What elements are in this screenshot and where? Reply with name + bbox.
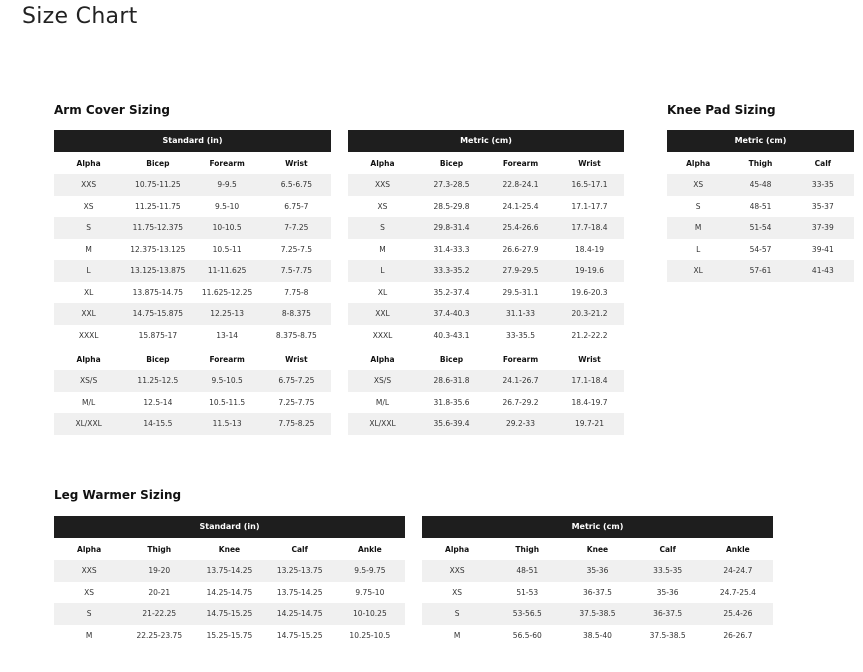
table-row bbox=[422, 603, 773, 625]
table-row bbox=[348, 282, 624, 304]
table-row bbox=[348, 196, 624, 218]
table-cell: XL bbox=[348, 282, 417, 304]
table-cell: 35-37 bbox=[792, 196, 854, 218]
arm-metric-table bbox=[348, 130, 624, 435]
table-row bbox=[348, 260, 624, 282]
table-cell: 6.5-6.75 bbox=[262, 174, 331, 196]
table-cell: 10-10.25 bbox=[335, 603, 405, 625]
column-header-row bbox=[54, 152, 331, 174]
table-cell: M bbox=[422, 625, 492, 647]
table-cell: 25.4-26.6 bbox=[486, 217, 555, 239]
table-cell: 12.25-13 bbox=[193, 303, 262, 325]
table-cell: 29.5-31.1 bbox=[486, 282, 555, 304]
arm-standard-grid bbox=[54, 152, 331, 346]
leg-standard-header: Standard (in) bbox=[54, 516, 405, 538]
table-row bbox=[54, 392, 331, 414]
column-header: Bicep bbox=[439, 354, 464, 364]
table-cell: S bbox=[667, 196, 729, 218]
arm-standard-table bbox=[54, 130, 331, 435]
column-header: Wrist bbox=[285, 354, 308, 364]
table-cell: 48-51 bbox=[729, 196, 791, 218]
column-header: Wrist bbox=[578, 354, 601, 364]
table-cell: 10.5-11 bbox=[193, 239, 262, 261]
table-cell: 51-54 bbox=[729, 217, 791, 239]
column-header: Bicep bbox=[439, 158, 464, 168]
table-cell: 9.5-9.75 bbox=[335, 560, 405, 582]
table-cell: 28.6-31.8 bbox=[417, 370, 486, 392]
table-cell: M bbox=[348, 239, 417, 261]
table-cell: L bbox=[667, 239, 729, 261]
table-cell: 15.875-17 bbox=[123, 325, 192, 347]
table-cell: 18.4-19.7 bbox=[555, 392, 624, 414]
table-row bbox=[54, 560, 405, 582]
table-cell: 14.75-15.875 bbox=[123, 303, 192, 325]
table-cell: S bbox=[422, 603, 492, 625]
table-cell: 26.6-27.9 bbox=[486, 239, 555, 261]
table-cell: 14.75-15.25 bbox=[265, 625, 335, 647]
table-cell: XS bbox=[667, 174, 729, 196]
table-cell: 7.25-7.75 bbox=[262, 392, 331, 414]
table-cell: 18.4-19 bbox=[555, 239, 624, 261]
table-cell: XXS bbox=[54, 560, 124, 582]
column-header: Knee bbox=[218, 544, 241, 554]
table-cell: 21-22.25 bbox=[124, 603, 194, 625]
column-header: Calf bbox=[814, 158, 832, 168]
table-cell: 37.5-38.5 bbox=[633, 625, 703, 647]
table-cell: 12.5-14 bbox=[123, 392, 192, 414]
table-cell: 57-61 bbox=[729, 260, 791, 282]
table-cell: XS/S bbox=[54, 370, 123, 392]
table-cell: 27.3-28.5 bbox=[417, 174, 486, 196]
table-row bbox=[667, 174, 854, 196]
table-row bbox=[348, 217, 624, 239]
column-header: Bicep bbox=[146, 158, 170, 168]
table-cell: 7-7.25 bbox=[262, 217, 331, 239]
table-cell: 17.1-17.7 bbox=[555, 196, 624, 218]
table-cell: 37-39 bbox=[792, 217, 854, 239]
table-row bbox=[54, 413, 331, 435]
table-row bbox=[54, 260, 331, 282]
table-cell: XL bbox=[54, 282, 123, 304]
table-row bbox=[348, 413, 624, 435]
table-cell: 54-57 bbox=[729, 239, 791, 261]
column-header: Wrist bbox=[578, 158, 601, 168]
table-cell: 10-10.5 bbox=[193, 217, 262, 239]
table-cell: 56.5-60 bbox=[492, 625, 562, 647]
table-row bbox=[54, 325, 331, 347]
table-cell: XL/XXL bbox=[348, 413, 417, 435]
table-cell: 7.75-8.25 bbox=[262, 413, 331, 435]
table-cell: 31.1-33 bbox=[486, 303, 555, 325]
column-header: Alpha bbox=[445, 544, 470, 554]
table-cell: 25.4-26 bbox=[703, 603, 773, 625]
table-cell: 24-24.7 bbox=[703, 560, 773, 582]
table-cell: 29.2-33 bbox=[486, 413, 555, 435]
table-cell: 36-37.5 bbox=[562, 582, 632, 604]
table-row bbox=[348, 325, 624, 347]
table-cell: 35.6-39.4 bbox=[417, 413, 486, 435]
table-cell: XS bbox=[54, 582, 124, 604]
table-cell: 24.1-25.4 bbox=[486, 196, 555, 218]
table-cell: XS bbox=[348, 196, 417, 218]
column-header: Thigh bbox=[147, 544, 172, 554]
table-cell: 24.1-26.7 bbox=[486, 370, 555, 392]
table-cell: 8-8.375 bbox=[262, 303, 331, 325]
table-row bbox=[348, 174, 624, 196]
table-row bbox=[422, 625, 773, 647]
table-cell: 8.375-8.75 bbox=[262, 325, 331, 347]
table-cell: 19.6-20.3 bbox=[555, 282, 624, 304]
table-cell: 11.5-13 bbox=[193, 413, 262, 435]
table-cell: 20-21 bbox=[124, 582, 194, 604]
table-cell: 41-43 bbox=[792, 260, 854, 282]
table-cell: 19-20 bbox=[124, 560, 194, 582]
table-row bbox=[348, 239, 624, 261]
leg-standard-grid bbox=[54, 538, 405, 646]
table-cell: 39-41 bbox=[792, 239, 854, 261]
table-cell: M bbox=[54, 625, 124, 647]
table-cell: 7.25-7.5 bbox=[262, 239, 331, 261]
table-cell: 11.25-12.5 bbox=[123, 370, 192, 392]
table-cell: 11-11.625 bbox=[193, 260, 262, 282]
table-row bbox=[422, 560, 773, 582]
table-cell: 13.25-13.75 bbox=[265, 560, 335, 582]
table-cell: 31.4-33.3 bbox=[417, 239, 486, 261]
arm-metric-header: Metric (cm) bbox=[348, 130, 624, 152]
table-cell: 10.25-10.5 bbox=[335, 625, 405, 647]
table-cell: 21.2-22.2 bbox=[555, 325, 624, 347]
table-cell: 14-15.5 bbox=[123, 413, 192, 435]
table-cell: 26-26.7 bbox=[703, 625, 773, 647]
table-cell: L bbox=[348, 260, 417, 282]
table-cell: 6.75-7.25 bbox=[262, 370, 331, 392]
table-cell: 15.25-15.75 bbox=[194, 625, 264, 647]
table-cell: 13.875-14.75 bbox=[123, 282, 192, 304]
column-header: Alpha bbox=[76, 158, 101, 168]
table-cell: 7.75-8 bbox=[262, 282, 331, 304]
table-cell: 9.5-10 bbox=[193, 196, 262, 218]
column-header-row bbox=[348, 152, 624, 174]
table-cell: 53-56.5 bbox=[492, 603, 562, 625]
column-header-row bbox=[348, 348, 624, 370]
table-cell: 11.25-11.75 bbox=[123, 196, 192, 218]
page-title: Size Chart bbox=[22, 4, 138, 29]
table-row bbox=[348, 392, 624, 414]
column-header: Wrist bbox=[285, 158, 308, 168]
table-cell: XS bbox=[54, 196, 123, 218]
table-cell: 9.5-10.5 bbox=[193, 370, 262, 392]
table-cell: 17.7-18.4 bbox=[555, 217, 624, 239]
table-cell: S bbox=[54, 603, 124, 625]
table-cell: 10.75-11.25 bbox=[123, 174, 192, 196]
leg-metric-grid bbox=[422, 538, 773, 646]
table-cell: 35-36 bbox=[562, 560, 632, 582]
table-cell: XXL bbox=[348, 303, 417, 325]
leg-warmer-sizing-title: Leg Warmer Sizing bbox=[54, 488, 182, 502]
table-row bbox=[54, 603, 405, 625]
column-header: Thigh bbox=[748, 158, 773, 168]
table-cell: 36-37.5 bbox=[633, 603, 703, 625]
column-header-row bbox=[54, 348, 331, 370]
column-header: Alpha bbox=[77, 544, 102, 554]
leg-standard-table bbox=[54, 516, 405, 646]
table-cell: 10.5-11.5 bbox=[193, 392, 262, 414]
table-cell: M bbox=[54, 239, 123, 261]
table-row bbox=[54, 303, 331, 325]
arm-metric-grid bbox=[348, 152, 624, 346]
knee-metric-grid bbox=[667, 152, 854, 282]
column-header: Forearm bbox=[209, 158, 245, 168]
column-header: Forearm bbox=[209, 354, 245, 364]
column-header: Alpha bbox=[370, 158, 395, 168]
table-cell: XL/XXL bbox=[54, 413, 123, 435]
table-row bbox=[348, 370, 624, 392]
table-cell: 33-35.5 bbox=[486, 325, 555, 347]
column-header: Alpha bbox=[370, 354, 395, 364]
table-cell: XXXL bbox=[348, 325, 417, 347]
table-cell: 13-14 bbox=[193, 325, 262, 347]
table-cell: 19-19.6 bbox=[555, 260, 624, 282]
table-cell: 22.25-23.75 bbox=[124, 625, 194, 647]
table-row bbox=[54, 196, 331, 218]
table-cell: 9.75-10 bbox=[335, 582, 405, 604]
table-row bbox=[54, 625, 405, 647]
table-cell: 13.75-14.25 bbox=[265, 582, 335, 604]
column-header: Knee bbox=[586, 544, 609, 554]
knee-metric-table bbox=[667, 130, 854, 282]
table-cell: 9-9.5 bbox=[193, 174, 262, 196]
table-cell: 20.3-21.2 bbox=[555, 303, 624, 325]
table-row bbox=[667, 196, 854, 218]
table-cell: 19.7-21 bbox=[555, 413, 624, 435]
table-cell: XS/S bbox=[348, 370, 417, 392]
table-row bbox=[54, 582, 405, 604]
table-cell: 14.25-14.75 bbox=[194, 582, 264, 604]
table-cell: 35.2-37.4 bbox=[417, 282, 486, 304]
table-cell: XXL bbox=[54, 303, 123, 325]
table-cell: XXS bbox=[54, 174, 123, 196]
table-cell: 6.75-7 bbox=[262, 196, 331, 218]
table-cell: 48-51 bbox=[492, 560, 562, 582]
table-cell: 40.3-43.1 bbox=[417, 325, 486, 347]
table-row bbox=[54, 239, 331, 261]
table-cell: 7.5-7.75 bbox=[262, 260, 331, 282]
table-cell: XXXL bbox=[54, 325, 123, 347]
table-cell: 11.75-12.375 bbox=[123, 217, 192, 239]
table-row bbox=[422, 582, 773, 604]
table-cell: 37.4-40.3 bbox=[417, 303, 486, 325]
arm-cover-sizing-title: Arm Cover Sizing bbox=[54, 103, 170, 117]
table-cell: 38.5-40 bbox=[562, 625, 632, 647]
table-cell: 22.8-24.1 bbox=[486, 174, 555, 196]
table-cell: 29.8-31.4 bbox=[417, 217, 486, 239]
table-cell: 13.125-13.875 bbox=[123, 260, 192, 282]
table-cell: 28.5-29.8 bbox=[417, 196, 486, 218]
table-row bbox=[667, 217, 854, 239]
column-header-row bbox=[667, 152, 854, 174]
table-row bbox=[667, 260, 854, 282]
table-cell: XL bbox=[667, 260, 729, 282]
table-cell: 14.25-14.75 bbox=[265, 603, 335, 625]
table-cell: 27.9-29.5 bbox=[486, 260, 555, 282]
table-cell: 37.5-38.5 bbox=[562, 603, 632, 625]
table-cell: M/L bbox=[348, 392, 417, 414]
table-cell: XS bbox=[422, 582, 492, 604]
column-header-row bbox=[54, 538, 405, 560]
table-cell: S bbox=[348, 217, 417, 239]
table-row bbox=[54, 282, 331, 304]
leg-metric-header: Metric (cm) bbox=[422, 516, 773, 538]
table-cell: 17.1-18.4 bbox=[555, 370, 624, 392]
table-cell: 11.625-12.25 bbox=[193, 282, 262, 304]
table-cell: 33.5-35 bbox=[633, 560, 703, 582]
column-header: Ankle bbox=[357, 544, 382, 554]
table-row bbox=[54, 174, 331, 196]
table-row bbox=[54, 370, 331, 392]
table-cell: M/L bbox=[54, 392, 123, 414]
table-row bbox=[348, 303, 624, 325]
table-cell: M bbox=[667, 217, 729, 239]
arm-standard-grid-2 bbox=[54, 348, 331, 435]
table-cell: 14.75-15.25 bbox=[194, 603, 264, 625]
table-cell: XXS bbox=[422, 560, 492, 582]
table-cell: 16.5-17.1 bbox=[555, 174, 624, 196]
table-cell: 12.375-13.125 bbox=[123, 239, 192, 261]
column-header: Alpha bbox=[686, 158, 711, 168]
table-cell: 13.75-14.25 bbox=[194, 560, 264, 582]
table-cell: 35-36 bbox=[633, 582, 703, 604]
table-cell: S bbox=[54, 217, 123, 239]
column-header: Thigh bbox=[515, 544, 540, 554]
column-header-row bbox=[422, 538, 773, 560]
leg-metric-table bbox=[422, 516, 773, 646]
table-cell: 31.8-35.6 bbox=[417, 392, 486, 414]
knee-pad-sizing-title: Knee Pad Sizing bbox=[667, 103, 776, 117]
column-header: Bicep bbox=[146, 354, 170, 364]
table-cell: L bbox=[54, 260, 123, 282]
table-cell: 33-35 bbox=[792, 174, 854, 196]
arm-standard-header: Standard (in) bbox=[54, 130, 331, 152]
knee-metric-header: Metric (cm) bbox=[667, 130, 854, 152]
column-header: Calf bbox=[291, 544, 308, 554]
column-header: Calf bbox=[659, 544, 676, 554]
table-cell: 26.7-29.2 bbox=[486, 392, 555, 414]
table-cell: 51-53 bbox=[492, 582, 562, 604]
table-cell: 45-48 bbox=[729, 174, 791, 196]
table-row bbox=[667, 239, 854, 261]
table-cell: 33.3-35.2 bbox=[417, 260, 486, 282]
column-header: Alpha bbox=[76, 354, 101, 364]
table-cell: 24.7-25.4 bbox=[703, 582, 773, 604]
arm-metric-grid-2 bbox=[348, 348, 624, 435]
column-header: Ankle bbox=[725, 544, 750, 554]
column-header: Forearm bbox=[502, 158, 539, 168]
table-cell: XXS bbox=[348, 174, 417, 196]
column-header: Forearm bbox=[502, 354, 539, 364]
table-row bbox=[54, 217, 331, 239]
